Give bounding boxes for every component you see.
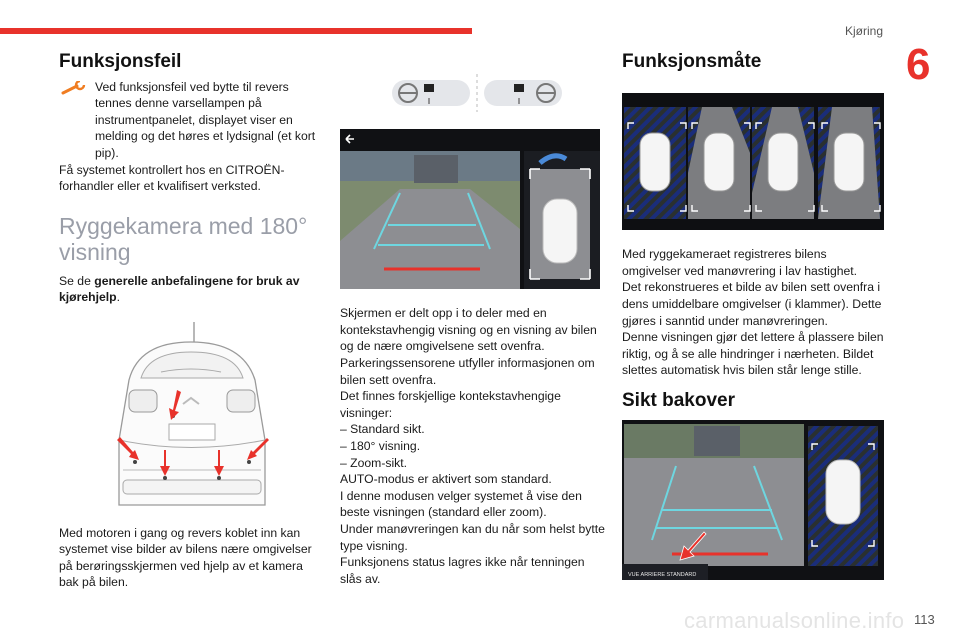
watermark: carmanualsonline.info [684,608,905,633]
motor-text: Med motoren i gang og revers koblet inn kan systemet vise bilder av bilens nære omgivelser på berøringsskjermen ved hjelp av et kamera bak på bilen. [59,525,312,590]
function-text-2: Det rekonstrueres et bilde av bilen sett ovenfra i dens umiddelbare omgivelser (i klammer). Dette gjøres i sanntid under manøvreringen. [622,280,882,328]
col2-line-8: I denne modusen velger systemet å vise den beste visningen (standard eller zoom). [340,488,582,520]
column-3 [622,51,886,580]
col2-line-5: – 180° visning. [340,438,421,453]
fault-text-2: Få systemet kontrollert hos en CITROËN-forhandler eller et kvalifisert verksted. [59,162,285,194]
split-screen-illustration [340,129,600,289]
column-2 [340,70,606,587]
heading-camera: Ryggekamera med 180° visning [59,212,308,265]
function-text-3: Denne visningen gjør det lettere å plassere bilen riktig, og å se alle hindringer i nærheten. Bildet slettes automatisk hvis bilen står lenge stille. [622,330,884,378]
fault-paragraph [59,79,321,162]
see-recommendations-link: generelle anbefalingene for bruk av kjørehjelp [59,273,300,305]
chapter-number: 6 [906,40,931,89]
col2-line-10: Funksjonens status lagres ikke når tenningen slås av. [340,555,585,586]
col2-line-7: AUTO-modus er aktivert som standard. [340,472,552,487]
col2-line-6: – Zoom-sikt. [340,455,408,470]
col2-line-1: Skjermen er delt opp i to deler med en kontekstavhengig visning og en visning av bilen og de nære omgivelsene sett ovenfra. [340,306,597,354]
page-number: 113 [914,612,935,627]
fault-text-1: Ved funksjonsfeil ved bytte til revers tennes denne varsellampen på instrumentpanelet, displayet viser en melding og det høres et lydsignal (et kort pip). [95,79,316,160]
col2-line-2: Parkeringssensorene utfyller informasjonen om bilen sett ovenfra. [340,355,595,387]
top-view-sequence-illustration [622,93,884,230]
car-rear-camera-illustration [99,320,284,520]
rear-view-mode-label: VUE ARRIERE STANDARD [628,571,697,578]
heading-fault: Funksjonsfeil [59,51,182,72]
col2-line-4: – Standard sikt. [340,422,425,437]
rear-view-screen-illustration [622,420,884,580]
col2-line-9: Under manøvreringen kan du når som helst bytte type visning. [340,521,605,553]
top-accent-bar [0,28,472,34]
col2-line-3: Det finnes forskjellige kontekstavhengige visninger: [340,389,561,420]
reverse-gear-icons [392,72,562,114]
column-1 [59,51,321,591]
wrench-warning-icon [61,81,87,97]
see-recommendations: Se de generelle anbefalingene for bruk av kjørehjelp. [59,273,300,305]
heading-function: Funksjonsmåte [622,51,762,72]
chapter-label: Kjøring [845,24,884,38]
heading-rear: Sikt bakover [622,389,735,411]
function-text-1: Med ryggekameraet registreres bilens omgivelser ved manøvrering i lav hastighet. [622,247,858,278]
